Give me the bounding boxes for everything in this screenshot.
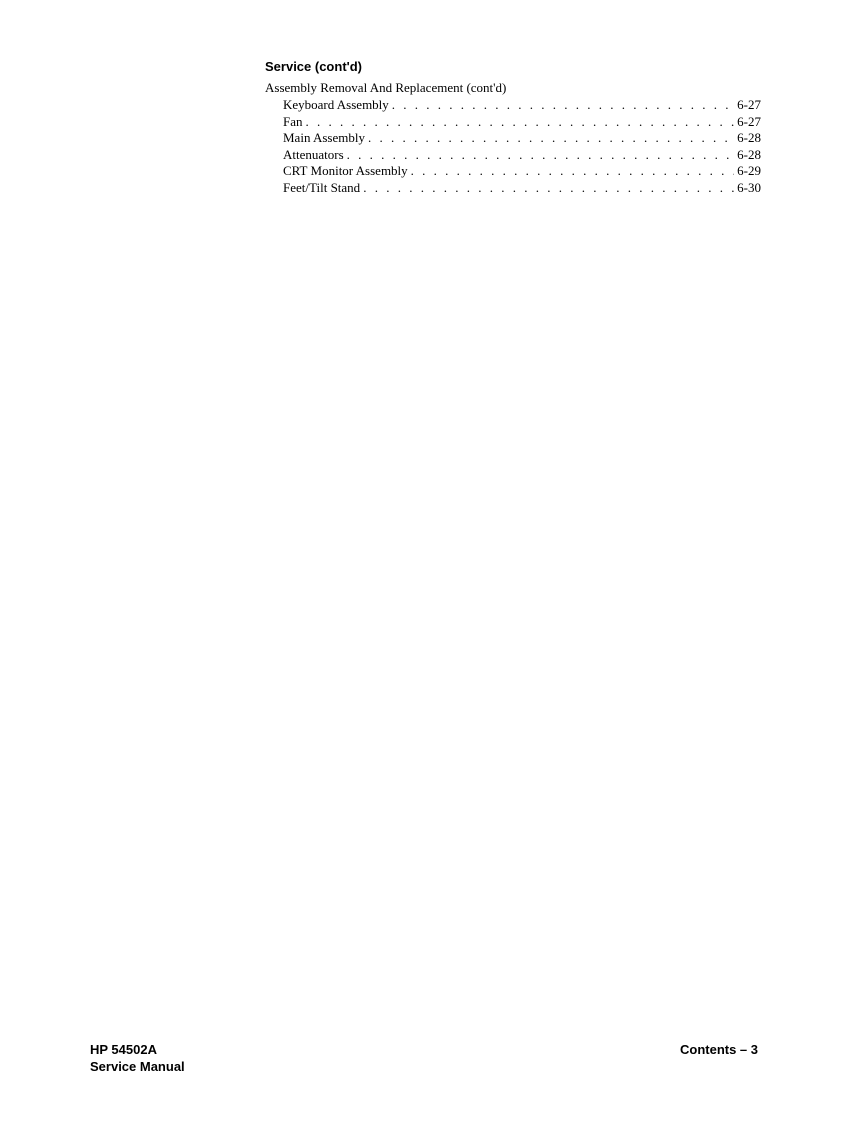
footer-left bbox=[90, 1041, 185, 1075]
footer-manual-title: Service Manual bbox=[90, 1059, 185, 1074]
section-heading: Service (cont'd) bbox=[265, 59, 363, 74]
footer-page-label: Contents – 3 bbox=[679, 1042, 758, 1057]
dot-leader bbox=[306, 114, 735, 131]
toc-entry-page: 6-28 bbox=[737, 146, 761, 162]
toc-entry-page: 6-27 bbox=[737, 113, 761, 129]
dot-leader bbox=[363, 180, 734, 197]
toc-entry-crt-monitor-assembly[interactable] bbox=[283, 163, 761, 180]
toc-entry-title: Feet/Tilt Stand bbox=[283, 179, 361, 195]
dot-leader bbox=[392, 97, 734, 114]
toc-entry-title: Fan bbox=[283, 113, 303, 129]
toc-entry-title: Main Assembly bbox=[283, 130, 365, 146]
dot-leader bbox=[411, 163, 734, 180]
toc-entry-fan[interactable] bbox=[283, 114, 761, 131]
toc-entry-title: CRT Monitor Assembly bbox=[283, 163, 408, 179]
toc-entry-keyboard-assembly[interactable] bbox=[283, 97, 761, 114]
toc-list bbox=[283, 97, 761, 197]
toc-entry-title: Keyboard Assembly bbox=[283, 97, 389, 112]
footer-model: HP 54502A bbox=[90, 1042, 157, 1057]
toc-entry-main-assembly[interactable] bbox=[283, 130, 761, 147]
toc-entry-page: 6-29 bbox=[737, 163, 761, 179]
dot-leader bbox=[368, 130, 734, 147]
toc-entry-page: 6-30 bbox=[737, 179, 761, 195]
toc-entry-page: 6-28 bbox=[737, 130, 761, 146]
dot-leader bbox=[347, 147, 735, 164]
toc-entry-attenuators[interactable] bbox=[283, 147, 761, 164]
toc-entry-feet-tilt-stand[interactable] bbox=[283, 180, 761, 197]
section-subheading: Assembly Removal And Replacement (cont'd) bbox=[265, 80, 507, 95]
toc-entry-page: 6-27 bbox=[737, 97, 761, 112]
toc-entry-title: Attenuators bbox=[283, 146, 344, 162]
